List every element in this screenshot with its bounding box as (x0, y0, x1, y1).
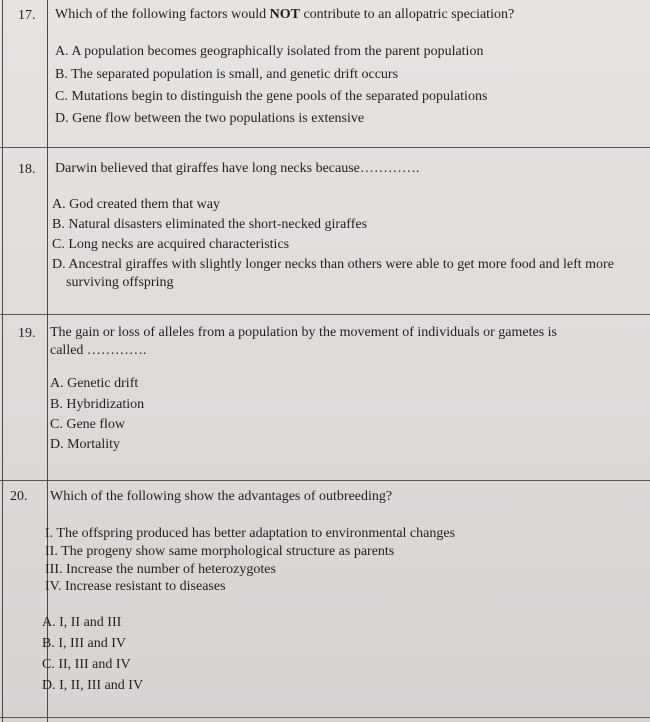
question-19-option-b: B. Hybridization (50, 397, 145, 412)
question-17-prompt-start: Which of the following factors would (55, 7, 270, 22)
question-17-option-c: C. Mutations begin to distinguish the gene pools of the separated populations (55, 89, 488, 104)
question-20-prompt: Which of the following show the advantages of outbreeding? (50, 489, 393, 504)
question-17-option-b: B. The separated population is small, and genetic drift occurs (55, 67, 399, 82)
question-17-option-d: D. Gene flow between the two populations is extensive (55, 111, 365, 126)
question-17-number: 17. (18, 8, 36, 23)
left-border (2, 0, 3, 722)
question-18-option-a: A. God created them that way (52, 197, 220, 212)
question-20-statement-i: I. The offspring produced has better adaptation to environmental changes (45, 526, 456, 541)
question-17-prompt-end: contribute to an allopatric speciation? (299, 7, 515, 22)
question-20-option-b: B. I, III and IV (42, 636, 126, 651)
question-20-statement-ii: II. The progeny show same morphological structure as parents (45, 544, 395, 559)
question-20-statement-iii: III. Increase the number of heterozygotes (45, 562, 276, 577)
question-18-number: 18. (18, 162, 36, 177)
question-20-option-c: C. II, III and IV (42, 657, 131, 672)
question-20-number: 20. (10, 489, 28, 504)
bottom-border (0, 717, 650, 718)
question-19-number: 19. (18, 326, 36, 341)
question-19-option-a: A. Genetic drift (50, 376, 139, 391)
question-18-option-b: B. Natural disasters eliminated the short-necked giraffes (52, 217, 368, 232)
row-divider-19-20 (0, 480, 650, 481)
question-17-prompt (55, 6, 640, 24)
question-17-option-a: A. A population becomes geographically isolated from the parent population (55, 44, 484, 59)
question-20-option-d: D. I, II, III and IV (42, 678, 144, 693)
question-19-option-c: C. Gene flow (50, 417, 126, 432)
question-18-option-c: C. Long necks are acquired characteristics (52, 237, 290, 252)
question-17-prompt-emphasis: NOT (269, 7, 300, 22)
row-divider-18-19 (0, 314, 650, 315)
question-20-option-a: A. I, II and III (42, 615, 122, 630)
question-18-prompt: Darwin believed that giraffes have long necks because…………. (55, 161, 420, 176)
question-20-statement-iv: IV. Increase resistant to diseases (45, 579, 226, 594)
question-18-option-d: D. Ancestral giraffes with slightly longer necks than others were able to get more food and left more surviving offspring (52, 257, 614, 290)
row-divider-17-18 (0, 147, 650, 148)
question-19-prompt: The gain or loss of alleles from a population by the movement of individuals or gametes is called …………. (50, 325, 558, 358)
question-19-option-d: D. Mortality (50, 437, 120, 452)
